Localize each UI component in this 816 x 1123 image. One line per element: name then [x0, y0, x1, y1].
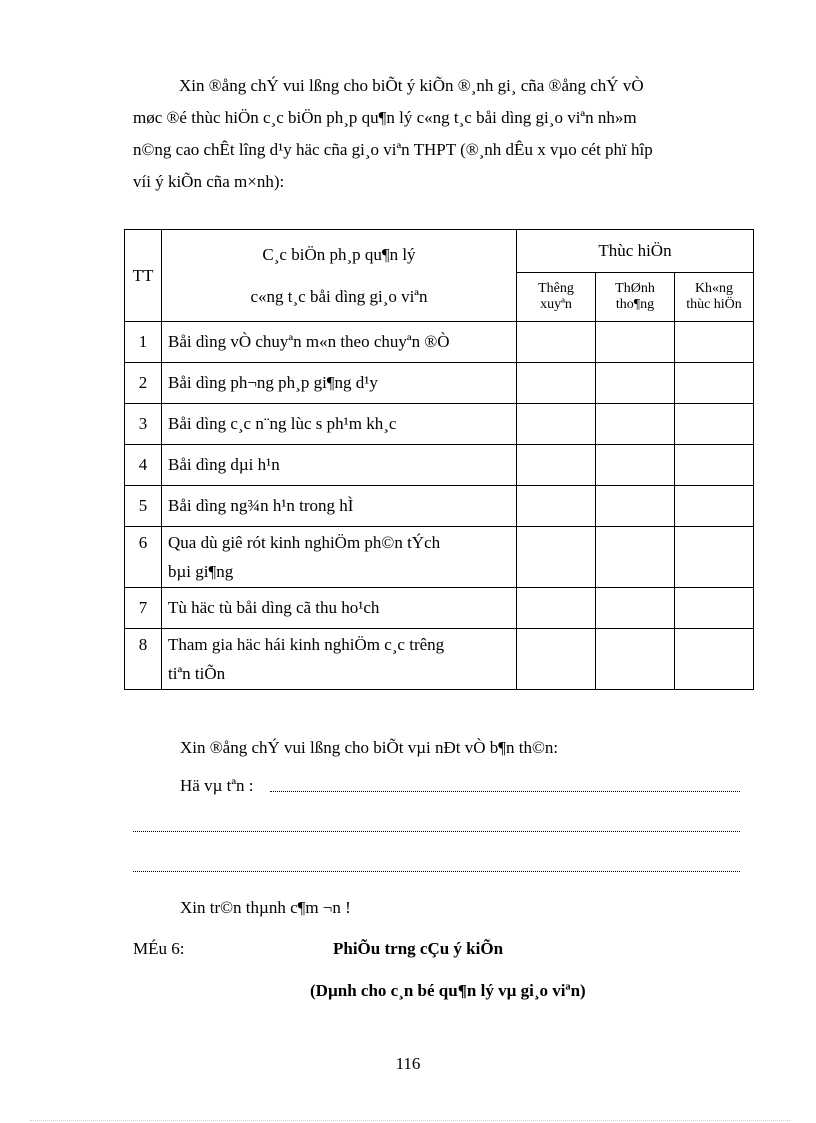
answer-cell-regularly[interactable]	[517, 629, 596, 690]
info-input-line-2[interactable]	[133, 831, 740, 832]
opt3-line1: Kh«ng	[694, 281, 734, 296]
answer-cell-regularly[interactable]	[517, 363, 596, 404]
opt3-line2: thùc hiÖn	[686, 297, 742, 312]
answer-cell-never[interactable]	[675, 404, 754, 445]
answer-cell-never[interactable]	[675, 322, 754, 363]
appendix-label: MÉu 6:	[133, 939, 185, 958]
answer-cell-sometimes[interactable]	[596, 445, 675, 486]
header-option-regularly	[517, 273, 596, 322]
table-row	[125, 588, 754, 629]
answer-cell-sometimes[interactable]	[596, 322, 675, 363]
row-measure	[162, 527, 517, 588]
table-row	[125, 445, 754, 486]
opt1-line2: xuyªn	[540, 297, 572, 312]
table-row	[125, 486, 754, 527]
table-row	[125, 363, 754, 404]
form-subtitle: (Dµnh cho c¸n bé qu¶n lý vµ gi¸o viªn)	[310, 981, 586, 1000]
answer-cell-regularly[interactable]	[517, 527, 596, 588]
answer-cell-sometimes[interactable]	[596, 404, 675, 445]
row-number: 6	[125, 527, 162, 588]
personal-info-request: Xin ®ång chÝ vui lßng cho biÕt vµi nÐt vÒ b¶n th©n:	[180, 738, 559, 757]
answer-cell-sometimes[interactable]	[596, 486, 675, 527]
page-bottom-divider	[30, 1120, 790, 1121]
form-title: PhiÕu trng cÇu ý kiÕn	[333, 939, 504, 958]
row-number: 8	[125, 629, 162, 690]
table-row	[125, 404, 754, 445]
intro-line-1: Xin ®ång chÝ vui lßng cho biÕt ý kiÕn ®¸nh gi¸ cña ®ång chÝ vÒ	[179, 76, 644, 95]
header-tt: TT	[125, 230, 162, 322]
row-measure: Båi dìng ng¾n h¹n trong hÌ	[162, 486, 517, 527]
header-measures-line2: c«ng t¸c båi dìng gi¸o viªn	[250, 286, 428, 306]
header-measures	[162, 230, 517, 322]
name-input-line[interactable]	[270, 791, 740, 792]
row-measure: Tù häc tù båi dìng cã thu ho¹ch	[162, 588, 517, 629]
opt2-line2: tho¶ng	[615, 297, 655, 312]
row-number: 4	[125, 445, 162, 486]
name-label: Hä vµ tªn :	[180, 776, 254, 795]
intro-line-3: n©ng cao chÊt lîng d¹y häc cña gi¸o viªn THPT (®¸nh dÊu x vµo cét phï hîp	[133, 140, 653, 159]
page-number: 116	[395, 1054, 421, 1073]
answer-cell-regularly[interactable]	[517, 404, 596, 445]
table-row	[125, 629, 754, 690]
answer-cell-sometimes[interactable]	[596, 527, 675, 588]
row-measure-line1: Qua dù giê rót kinh nghiÖm ph©n tÝch	[168, 533, 441, 552]
answer-cell-sometimes[interactable]	[596, 363, 675, 404]
answer-cell-sometimes[interactable]	[596, 629, 675, 690]
table-row	[125, 322, 754, 363]
row-measure-line2: tiªn tiÕn	[168, 664, 226, 683]
row-measure: Båi dìng ph¬ng ph¸p gi¶ng d¹y	[162, 363, 517, 404]
intro-paragraph	[133, 70, 741, 198]
answer-cell-regularly[interactable]	[517, 445, 596, 486]
row-measure-line2: bµi gi¶ng	[168, 562, 234, 581]
opt2-line1: ThØnh	[615, 281, 655, 296]
answer-cell-never[interactable]	[675, 363, 754, 404]
answer-cell-regularly[interactable]	[517, 322, 596, 363]
answer-cell-never[interactable]	[675, 445, 754, 486]
answer-cell-regularly[interactable]	[517, 486, 596, 527]
answer-cell-regularly[interactable]	[517, 588, 596, 629]
answer-cell-never[interactable]	[675, 629, 754, 690]
row-number: 2	[125, 363, 162, 404]
row-measure	[162, 629, 517, 690]
row-number: 5	[125, 486, 162, 527]
answer-cell-never[interactable]	[675, 588, 754, 629]
table-row	[125, 527, 754, 588]
survey-table	[124, 229, 754, 690]
row-number: 1	[125, 322, 162, 363]
answer-cell-sometimes[interactable]	[596, 588, 675, 629]
intro-line-2: møc ®é thùc hiÖn c¸c biÖn ph¸p qu¶n lý c«ng t¸c båi dìng gi¸o viªn nh»m	[133, 108, 637, 127]
opt1-line1: Thêng	[538, 281, 574, 296]
row-number: 3	[125, 404, 162, 445]
row-measure: Båi dìng c¸c n¨ng lùc s ph¹m kh¸c	[162, 404, 517, 445]
intro-line-4: víi ý kiÕn cña m×nh):	[133, 172, 285, 191]
header-option-sometimes	[596, 273, 675, 322]
row-measure-line1: Tham gia häc hái kinh nghiÖm c¸c trêng	[168, 635, 445, 654]
row-measure: Båi dìng dµi h¹n	[162, 445, 517, 486]
header-measures-line1: C¸c biÖn ph¸p qu¶n lý	[262, 244, 416, 264]
header-implementation: Thùc hiÖn	[517, 230, 754, 273]
answer-cell-never[interactable]	[675, 527, 754, 588]
row-measure: Båi dìng vÒ chuyªn m«n theo chuyªn ®Ò	[162, 322, 517, 363]
answer-cell-never[interactable]	[675, 486, 754, 527]
row-number: 7	[125, 588, 162, 629]
header-option-never	[675, 273, 754, 322]
thanks-text: Xin tr©n thµnh c¶m ¬n !	[180, 898, 351, 917]
info-input-line-3[interactable]	[133, 871, 740, 872]
